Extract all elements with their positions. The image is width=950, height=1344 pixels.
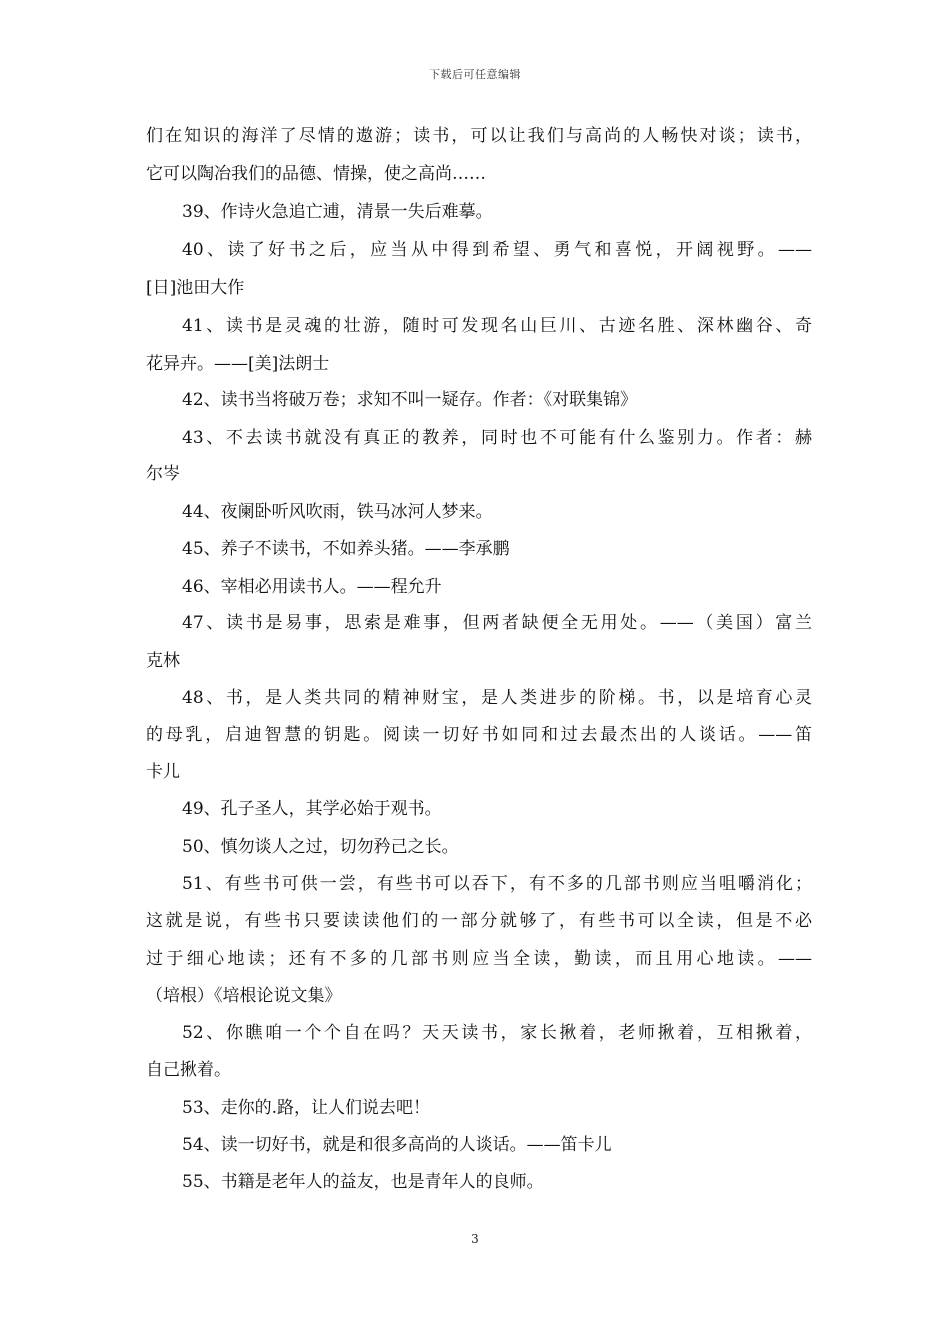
quote-52: 52、你瞧咱一个个自在吗？天天读书，家长揪着，老师揪着，互相揪着， — [182, 1023, 812, 1043]
quote-53: 53、走你的.路，让人们说去吧！ — [182, 1098, 431, 1118]
quote-54: 54、读一切好书，就是和很多高尚的人谈话。——笛卡儿 — [182, 1135, 612, 1155]
text-line: 尔岑 — [146, 464, 180, 484]
quote-51: 51、有些书可供一尝，有些书可以吞下，有不多的几部书则应当咀嚼消化； — [182, 874, 812, 894]
text-line: 克林 — [146, 651, 180, 671]
quote-40: 40、读了好书之后，应当从中得到希望、勇气和喜悦，开阔视野。—— — [182, 240, 812, 260]
quote-46: 46、宰相必用读书人。——程允升 — [182, 577, 442, 597]
text-line: 它可以陶冶我们的品德、情操，使之高尚…… — [146, 164, 486, 184]
text-line: （培根）《培根论说文集》 — [146, 986, 342, 1006]
text-line: 们在知识的海洋了尽情的遨游；读书，可以让我们与高尚的人畅快对谈；读书， — [146, 126, 812, 146]
text-line: 自己揪着。 — [146, 1060, 231, 1080]
page-header: 下载后可任意编辑 — [429, 68, 521, 81]
quote-41: 41、读书是灵魂的壮游，随时可发现名山巨川、古迹名胜、深林幽谷、奇 — [182, 316, 812, 336]
text-line: 卡儿 — [146, 762, 180, 782]
quote-43: 43、不去读书就没有真正的教养，同时也不可能有什么鉴别力。作者：赫 — [182, 428, 812, 448]
text-line: 这就是说，有些书只要读读他们的一部分就够了，有些书可以全读，但是不必 — [146, 911, 812, 931]
quote-39: 39、作诗火急追亡逋，清景一失后难摹。 — [182, 202, 493, 222]
text-line: 的母乳，启迪智慧的钥匙。阅读一切好书如同和过去最杰出的人谈话。——笛 — [146, 725, 812, 745]
quote-44: 44、夜阑卧听风吹雨，铁马冰河人梦来。 — [182, 502, 493, 522]
quote-49: 49、孔子圣人，其学必始于观书。 — [182, 799, 442, 819]
quote-48: 48、书，是人类共同的精神财宝，是人类进步的阶梯。书，以是培育心灵 — [182, 688, 812, 708]
text-line: [日]池田大作 — [146, 278, 245, 298]
quote-45: 45、养子不读书，不如养头猪。——李承鹏 — [182, 539, 510, 559]
text-line: 花异卉。——[美]法朗士 — [146, 354, 330, 374]
quote-50: 50、慎勿谈人之过，切勿矜己之长。 — [182, 837, 459, 857]
text-line: 过于细心地读；还有不多的几部书则应当全读，勤读，而且用心地读。—— — [146, 949, 812, 969]
quote-42: 42、读书当将破万卷；求知不叫一疑存。作者：《对联集锦》 — [182, 390, 638, 410]
quote-55: 55、书籍是老年人的益友，也是青年人的良师。 — [182, 1172, 544, 1192]
page-number: 3 — [471, 1232, 479, 1246]
quote-47: 47、读书是易事，思索是难事，但两者缺便全无用处。——（美国）富兰 — [182, 613, 812, 633]
